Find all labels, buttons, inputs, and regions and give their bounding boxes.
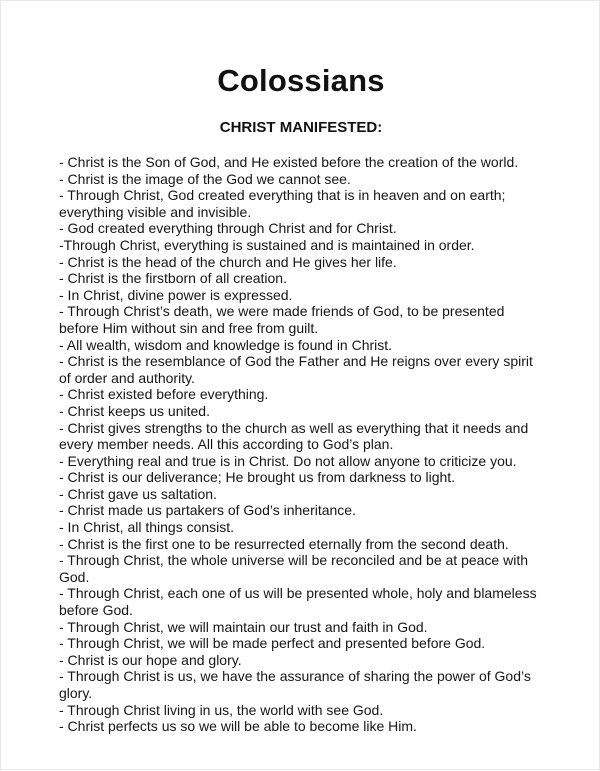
list-item: - Through Christ’s death, we were made friends of God, to be presented before Him without sin and free from guilt. [59, 303, 505, 336]
list-item: -Through Christ, everything is sustained and is maintained in order. [59, 236, 475, 253]
list-item: - Christ is the resemblance of God the Father and He reigns over every spirit of order and authority. [59, 353, 533, 386]
list-item: - Christ is our deliverance; He brought us from darkness to light. [59, 469, 456, 486]
list-item: - Christ is the image of the God we cannot see. [59, 170, 351, 187]
list-item: - Through Christ, the whole universe will be reconciled and be at peace with God. [59, 552, 528, 585]
list-item: - Christ gave us saltation. [59, 485, 217, 502]
statement-list [59, 154, 543, 735]
page-subtitle: CHRIST MANIFESTED: [219, 119, 383, 136]
list-item: - Christ existed before everything. [59, 386, 269, 403]
page-container [1, 1, 600, 771]
list-item: - Christ is the first one to be resurrected eternally from the second death. [59, 535, 509, 552]
list-item: - In Christ, all things consist. [59, 519, 235, 536]
list-item: - God created everything through Christ and for Christ. [59, 220, 397, 237]
list-item: - Christ is the Son of God, and He existed before the creation of the world. [59, 154, 519, 170]
list-item: - Through Christ, we will be made perfect and presented before God. [59, 635, 486, 652]
list-item: - Through Christ is us, we have the assurance of sharing the power of God’s glory. [59, 668, 531, 701]
list-item: - Christ made us partakers of God’s inheritance. [59, 502, 356, 519]
list-item: - Christ keeps us united. [59, 402, 210, 419]
list-item: - Christ is the head of the church and He gives her life. [59, 253, 397, 270]
list-item: - Through Christ, each one of us will be presented whole, holy and blameless before God. [59, 585, 537, 619]
list-item: - Christ is the firstborn of all creation. [59, 270, 287, 287]
list-item: - Everything real and true is in Christ. Do not allow anyone to criticize you. [59, 452, 517, 469]
list-item: - Christ perfects us so we will be able to become like Him. [59, 718, 417, 735]
list-item: - Christ gives strengths to the church as well as everything that it needs and every member needs. All this according to God’s plan. [59, 419, 529, 453]
list-item: - Through Christ, God created everything that is in heaven and on earth; everything visible and invisible. [59, 187, 506, 220]
list-item: - Through Christ living in us, the world with see God. [59, 701, 384, 718]
list-item: - Christ is our hope and glory. [59, 651, 242, 668]
list-item: - All wealth, wisdom and knowledge is found in Christ. [59, 336, 393, 353]
list-item: - In Christ, divine power is expressed. [59, 286, 293, 303]
page-title: Colossians [217, 63, 385, 98]
list-item: - Through Christ, we will maintain our trust and faith in God. [59, 618, 428, 635]
